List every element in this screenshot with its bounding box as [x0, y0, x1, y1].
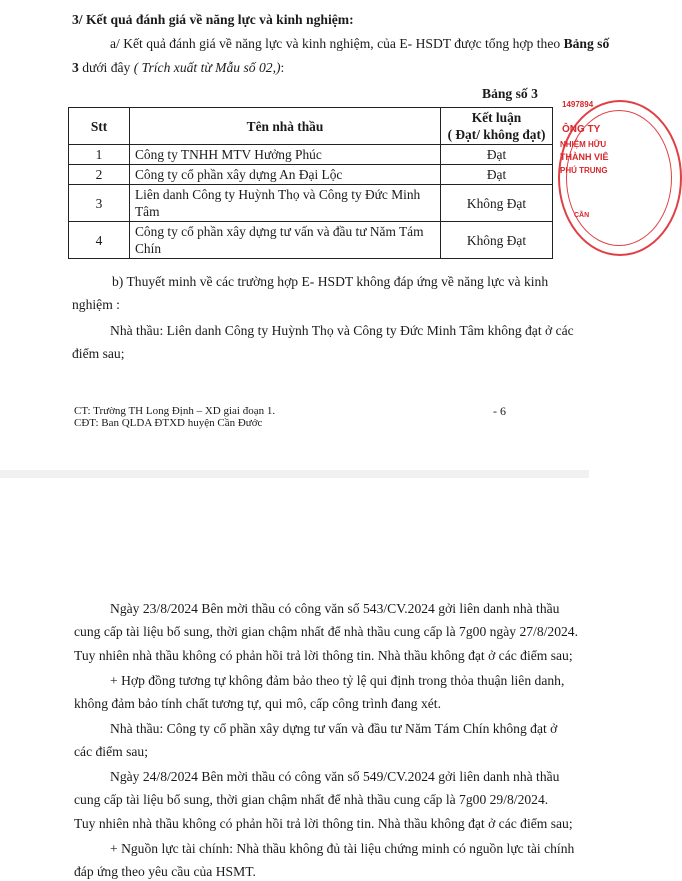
row-result: Đạt	[441, 145, 553, 165]
company-seal-stamp: 1497894 ÔNG TY NHIỆM HỮU THÀNH VIÊ PHÚ TRUNG CẦN	[556, 96, 616, 264]
paragraph-b-line-1: b) Thuyết minh về các trường hợp E- HSDT không đáp ứng về năng lực và kinh	[112, 274, 549, 289]
row-result: Không Đạt	[441, 222, 553, 259]
header-stt: Stt	[69, 108, 130, 145]
p1-line-3: Tuy nhiên nhà thầu không có phản hồi trả lời thông tin. Nhà thầu không đạt ở các điểm sau;	[74, 648, 573, 663]
paragraph-b-line-2: nghiệm :	[72, 297, 120, 312]
footer-investor: CĐT: Ban QLDA ĐTXD huyện Cần Đước	[74, 417, 263, 429]
p1-line-2: cung cấp tài liệu bổ sung, thời gian chậm nhất để nhà thầu cung cấp là 7g00 ngày 27/8/2024.	[74, 624, 578, 639]
table-row	[69, 145, 553, 165]
footer-project: CT: Trường TH Long Định – XD giai đoạn 1.	[74, 405, 276, 417]
p5-line-1: + Nguồn lực tài chính: Nhà thầu không đủ tài liệu chứng minh có nguồn lực tài chính	[110, 841, 575, 856]
document-page-1	[0, 0, 610, 478]
document-page-2	[0, 478, 589, 879]
row-contractor-name: Công ty cổ phần xây dựng tư vấn và đầu tư Năm Tám Chín	[130, 222, 441, 259]
evaluation-table	[68, 107, 553, 259]
p5-line-2: đáp ứng theo yêu cầu của HSMT.	[74, 864, 256, 879]
table-caption: Bảng số 3	[482, 86, 538, 101]
p1-line-1: Ngày 23/8/2024 Bên mời thầu có công văn số 543/CV.2024 gởi liên danh nhà thầu	[110, 601, 560, 616]
p2-line-1: + Hợp đồng tương tự không đảm bảo theo tỷ lệ qui định trong thỏa thuận liên danh,	[110, 673, 565, 688]
row-contractor-name: Liên danh Công ty Huỳnh Thọ và Công ty Đức Minh Tâm	[130, 185, 441, 222]
header-result: Kết luận ( Đạt/ không đạt)	[441, 108, 553, 145]
p4-line-1: Ngày 24/8/2024 Bên mời thầu có công văn số 549/CV.2024 gởi liên danh nhà thầu	[110, 769, 560, 784]
intro-line-1: a/ Kết quả đánh giá về năng lực và kinh nghiệm, của E- HSDT được tổng hợp theo Bảng số	[110, 36, 610, 51]
p4-line-2: cung cấp tài liệu bổ sung, thời gian chậm nhất để nhà thầu cung cấp là 7g00 29/8/2024.	[74, 792, 549, 807]
p2-line-2: không đảm bảo tính chất tương tự, qui mô, cấp công trình đang xét.	[74, 696, 441, 711]
p3-line-1: Nhà thầu: Công ty cổ phần xây dựng tư vấn và đầu tư Năm Tám Chín không đạt ở	[110, 721, 558, 736]
table-row	[69, 185, 553, 222]
table-row	[69, 165, 553, 185]
row-stt: 1	[69, 145, 130, 165]
contractor-3-line-1: Nhà thầu: Liên danh Công ty Huỳnh Thọ và Công ty Đức Minh Tâm không đạt ở các	[110, 323, 574, 338]
row-result: Đạt	[441, 165, 553, 185]
section-heading: 3/ Kết quả đánh giá về năng lực và kinh nghiệm:	[72, 12, 354, 27]
p3-line-2: các điểm sau;	[74, 744, 148, 759]
row-contractor-name: Công ty cổ phần xây dựng An Đại Lộc	[130, 165, 441, 185]
table-row	[69, 222, 553, 259]
stamp-number: 1497894	[562, 100, 594, 109]
row-stt: 2	[69, 165, 130, 185]
header-contractor-name: Tên nhà thầu	[130, 108, 441, 145]
row-stt: 4	[69, 222, 130, 259]
row-contractor-name: Công ty TNHH MTV Hưởng Phúc	[130, 145, 441, 165]
p4-line-3: Tuy nhiên nhà thầu không có phản hồi trả lời thông tin. Nhà thầu không đạt ở các điểm sau;	[74, 816, 573, 831]
contractor-3-line-2: điểm sau;	[72, 346, 125, 361]
table-header-row	[69, 108, 553, 145]
page-number: - 6	[493, 404, 506, 418]
row-stt: 3	[69, 185, 130, 222]
intro-line-2: 3 dưới đây ( Trích xuất từ Mẫu số 02,):	[72, 60, 285, 75]
row-result: Không Đạt	[441, 185, 553, 222]
